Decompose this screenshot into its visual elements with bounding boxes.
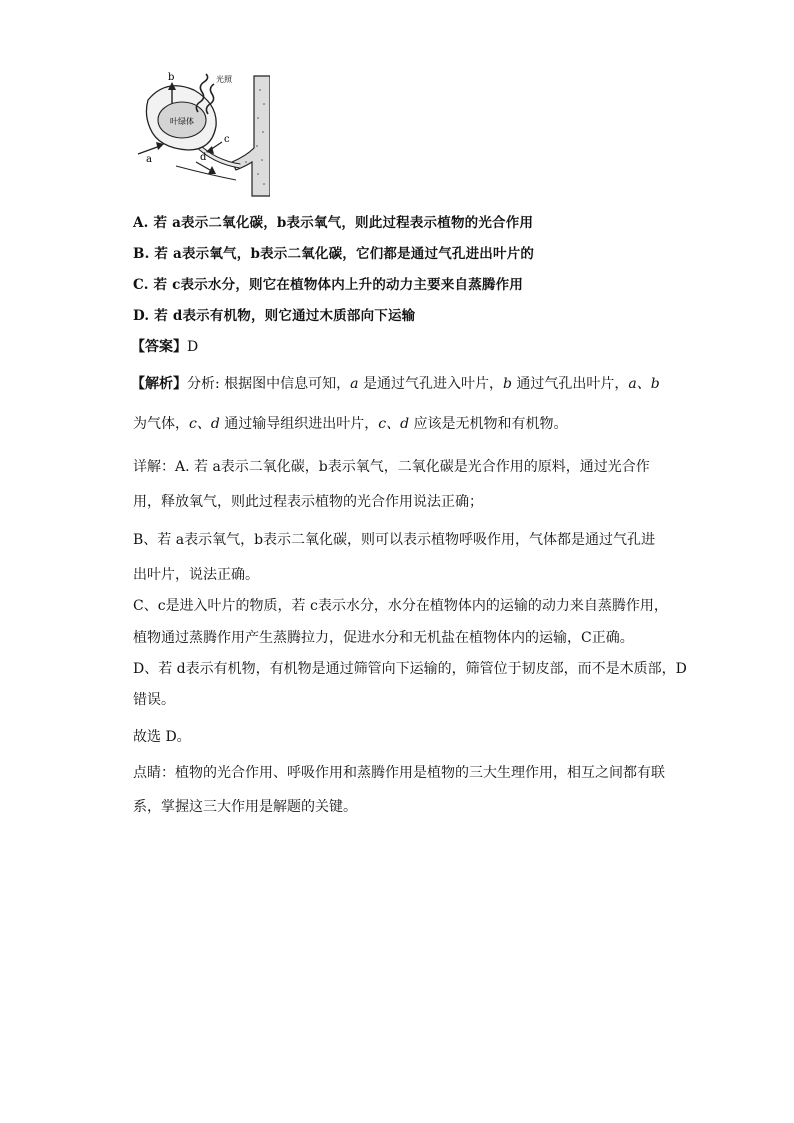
answer-value: D — [187, 339, 199, 355]
analysis-label: 【解析】 — [131, 376, 187, 392]
analysis-line-2: 为气体，c、d 通过输导组织进出叶片，c、d 应该是无机物和有机物。 — [133, 416, 568, 432]
analysis-line-1: 【解析】分析: 根据图中信息可知，a 是通过气孔进入叶片，b 通过气孔出叶片，a、b — [131, 376, 660, 392]
detail-line-4: 出叶片，说法正确。 — [133, 567, 259, 583]
option-c: C. 若 c表示水分，则它在植物体内上升的动力主要来自蒸腾作用 — [133, 277, 524, 293]
option-d: D. 若 d表示有机物，则它通过木质部向下运输 — [133, 308, 416, 324]
label-b: b — [168, 72, 175, 83]
detail-line-9: 故选 D。 — [133, 729, 191, 745]
answer-label: 【答案】 — [131, 339, 187, 355]
option-b: B. 若 a表示氧气，b表示二氧化碳，它们都是通过气孔进出叶片的 — [133, 246, 535, 262]
stem-shape — [232, 76, 270, 196]
detail-line-3: B、若 a表示氧气，b表示二氧化碳，则可以表示植物呼吸作用，气体都是通过气孔进 — [133, 532, 656, 548]
answer-line — [131, 338, 198, 356]
label-c: c — [224, 134, 230, 145]
leaf-diagram-svg — [136, 70, 270, 198]
detail-line-11: 系，掌握这三大作用是解题的关键。 — [133, 799, 357, 815]
light-label: 光照 — [216, 75, 232, 84]
detail-line-2: 用，释放氧气，则此过程表示植物的光合作用说法正确； — [133, 494, 483, 510]
detail-line-5: C、c是进入叶片的物质，若 c表示水分，水分在植物体内的运输的动力来自蒸腾作用， — [133, 598, 668, 614]
detail-line-8: 错误。 — [133, 692, 175, 708]
label-d: d — [200, 152, 207, 163]
detail-line-1: 详解：A. 若 a表示二氧化碳，b表示氧气，二氧化碳是光合作用的原料，通过光合作 — [133, 459, 650, 475]
detail-line-6: 植物通过蒸腾作用产生蒸腾拉力，促进水分和无机盐在植物体内的运输，C正确。 — [133, 630, 634, 646]
detail-line-10: 点睛：植物的光合作用、呼吸作用和蒸腾作用是植物的三大生理作用，相互之间都有联 — [133, 765, 665, 781]
detail-line-7: D、若 d表示有机物，有机物是通过筛管向下运输的，筛管位于韧皮部，而不是木质部，D — [133, 661, 687, 677]
chloroplast-label: 叶绿体 — [170, 117, 194, 126]
leaf-diagram — [136, 70, 270, 198]
option-a: A. 若 a表示二氧化碳，b表示氧气，则此过程表示植物的光合作用 — [133, 215, 534, 231]
label-a: a — [146, 154, 152, 165]
